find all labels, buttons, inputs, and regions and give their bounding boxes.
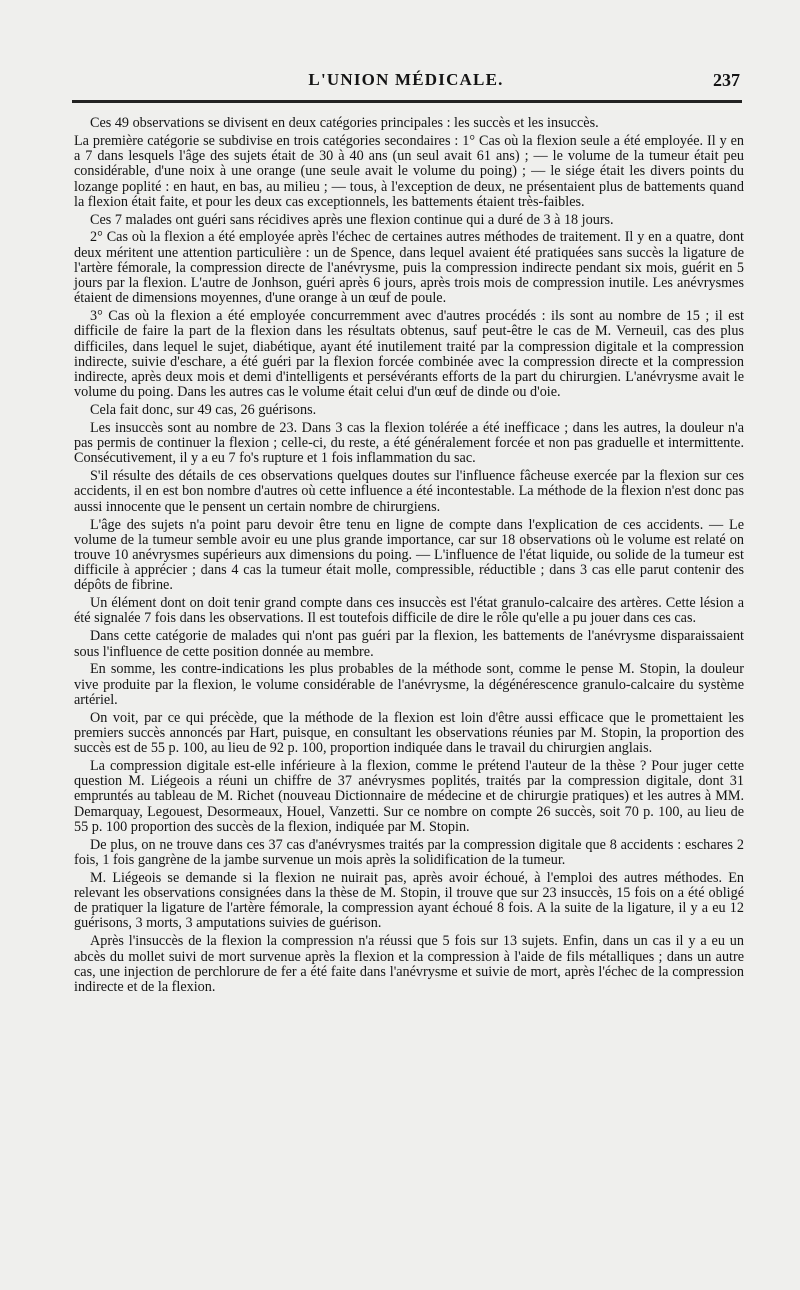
body-text — [74, 116, 744, 998]
paragraph: M. Liégeois se demande si la flexion ne nuirait pas, après avoir échoué, à l'emploi des autres méthodes. En relevant les observations consignées dans la thèse de M. Stopin, il trouve que sur 23 insuccès, 15 fois on a été obligé de pratiquer la ligature de l'artère fémorale, la compression ayant échoué 8 fois. A la suite de la ligature, il y a eu 12 guérisons, 3 morts, 3 amputations suivies de guérison. — [74, 869, 744, 932]
running-header — [72, 70, 740, 96]
paragraph: Après l'insuccès de la flexion la compression n'a réussi que 5 fois sur 13 sujets. Enfin, dans un cas il y a eu un abcès du mollet suivi de mort survenue après la flexion et la compression à l'aide de fils métalliques ; dans un autre cas, une injection de perchlorure de fer a été faite dans l'anévrysme et suivie de mort, après l'échec de la compression indirecte et de la flexion. — [74, 933, 744, 995]
page-number: 237 — [713, 70, 740, 90]
paragraph: 3° Cas où la flexion a été employée concurremment avec d'autres procédés : ils sont au nombre de 15 ; il est difficile de faire la part de la flexion dans les résultats obtenus, sauf peut-être le cas de M. Verneuil, cas des plus difficiles, dans lequel le sujet, diabétique, ayant été inutilement traité par la compression digitale et la compression indirecte, suivie d'eschare, a été guéri par la flexion forcée combinée avec la compression directe et la compression indirecte, après deux mois et demi d'intelligents et persévérants efforts de la part du chirurgien. L'anévrysme avait le volume du poing. Dans les autres cas le volume était celui d'un œuf de dinde ou d'oie. — [74, 308, 744, 401]
paragraph: Ces 49 observations se divisent en deux catégories principales : les succès et les insuccès. — [90, 115, 599, 131]
paragraph: Les insuccès sont au nombre de 23. Dans 3 cas la flexion tolérée a été inefficace ; dans les autres, la douleur n'a pas permis de continuer la flexion ; celle-ci, du reste, a été généralement forcée et non pas graduelle et intermittente. Consécutivement, il y a eu 7 fo's rupture et 1 fois inflammation du sac. — [74, 419, 744, 467]
paragraph: S'il résulte des détails de ces observations quelques doutes sur l'influence fâcheuse exercée par la flexion sur ces accidents, il en est bon nombre d'autres où cette influence a été incontestable. La méthode de la flexion n'est donc pas aussi innocente que le pensent un certain nombre de chirurgiens. — [74, 468, 744, 515]
paragraph: Un élément dont on doit tenir grand compte dans ces insuccès est l'état granulo-calcaire des artères. Cette lésion a été signalée 7 fois dans les observations. Il est toutefois difficile de dire le rôle qu'elle a pu jouer dans ces cas. — [74, 595, 744, 627]
paragraph: En somme, les contre-indications les plus probables de la méthode sont, comme le pense M. Stopin, la douleur vive produite par la flexion, le volume considérable de l'anévrysme, la dégénérescence granulo-calcaire du système artériel. — [74, 661, 744, 708]
paragraph: Ces 7 malades ont guéri sans récidives après une flexion continue qui a duré de 3 à 18 jours. — [90, 211, 614, 228]
paragraph: L'âge des sujets n'a point paru devoir être tenu en ligne de compte dans l'explication de ces accidents. — Le volume de la tumeur semble avoir eu une plus grande importance, car sur 18 observations où le volume est relaté on trouve 10 anévrysmes supérieurs aux dimensions du poing. — L'influence de l'état liquide, ou solide de la tumeur est difficile à apprécier ; dans 4 cas la tumeur était molle, compressible, réductible ; dans 3 cas elle parut contenir des dépôts de fibrine. — [74, 516, 744, 594]
paragraph: De plus, on ne trouve dans ces 37 cas d'anévrysmes traités par la compression digitale que 8 accidents : eschares 2 fois, 1 fois gangrène de la jambe survenue un mois après la solidification de la tumeur. — [74, 836, 744, 868]
paragraph: La compression digitale est-elle inférieure à la flexion, comme le prétend l'auteur de la thèse ? Pour juger cette question M. Liégeois a réuni un chiffre de 37 anévrysmes poplités, traités par la compression digitale, dont 31 empruntés au tableau de M. Richet (nouveau Dictionnaire de médecine et de chirurgie pratiques) et les autres à MM. Demarquay, Legouest, Desormeaux, Houel, Vanzetti. Sur ce nombre on compte 26 succès, soit 70 p. 100, au lieu de 55 p. 100 proportion des succès de la flexion, indiquée par M. Stopin. — [74, 758, 744, 835]
paragraph: Cela fait donc, sur 49 cas, 26 guérisons. — [90, 402, 317, 419]
journal-title: L'UNION MÉDICALE. — [308, 70, 504, 89]
paragraph: La première catégorie se subdivise en trois catégories secondaires : 1° Cas où la flexion seule a été employée. Il y en a 7 dans lesquels l'âge des sujets était de 30 à 40 ans (un seul avait 61 ans) ; — le volume de la tumeur était peu considérable, d'une noix à une orange (une seule avait le volume du poing) ; — le siége était les divers points du lozange poplité : en haut, en bas, au milieu ; — tous, à l'exception de deux, ne présentaient plus de battements quand la flexion était faite, et pour les deux cas exceptionnels, les battements étaient très-faibles. — [74, 132, 744, 210]
paragraph: Dans cette catégorie de malades qui n'ont pas guéri par la flexion, les battements de l'anévrysme disparaissaient sous l'influence de cette position donnée au membre. — [74, 628, 744, 660]
paragraph: On voit, par ce qui précède, que la méthode de la flexion est loin d'être aussi efficace que le promettaient les premiers succès annoncés par Hart, puisque, en consultant les observations réunies par M. Stopin, la proportion des succès est de 55 p. 100, au lieu de 92 p. 100, proportion indiquée dans le travail du chirurgien anglais. — [74, 709, 744, 757]
paragraph: 2° Cas où la flexion a été employée après l'échec de certaines autres méthodes de traitement. Il y en a quatre, dont deux méritent une attention particulière : un de Spence, dans lequel avaient été pratiquées sans succès la ligature de l'artère fémorale, la compression directe de l'anévrysme, puis la compression indirecte pendant six mois, guérit en 5 jours par la flexion. L'autre de Jonhson, guéri après 6 jours, après trois mois de compression inutile. Les anévrysmes étaient de dimensions moyennes, d'une orange à un œuf de poule. — [74, 229, 744, 307]
header-rule — [72, 100, 742, 103]
